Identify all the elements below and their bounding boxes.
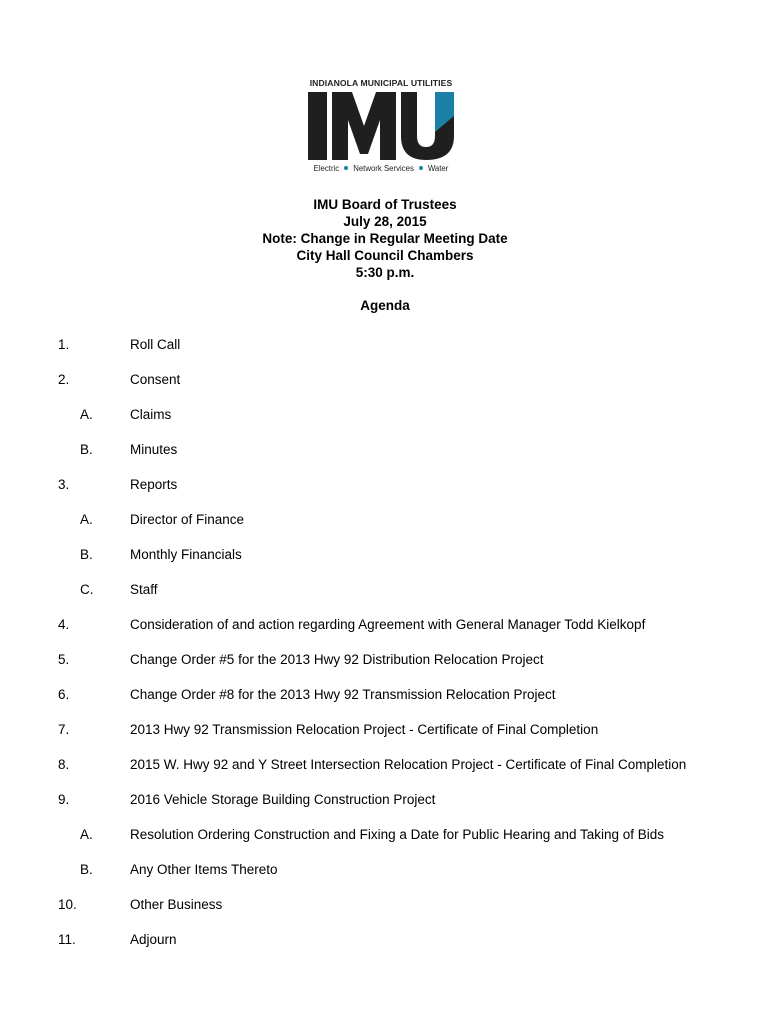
bullet-dot-icon [344,166,348,170]
agenda-subitem-letter: B. [80,862,93,877]
agenda-item-number: 1. [58,337,70,352]
agenda-item-number: 4. [58,617,70,632]
agenda-item-text: Roll Call [130,337,181,352]
agenda-item-text: 2013 Hwy 92 Transmission Relocation Project - Certificate of Final Completion [130,722,599,737]
logo-service-water: Water [427,164,449,173]
agenda-item-text: Change Order #8 for the 2013 Hwy 92 Transmission Relocation Project [130,687,556,702]
logo-service-network: Network Services [353,164,414,173]
agenda-subitem [0,581,770,616]
agenda-subitem [0,546,770,581]
heading-note: Note: Change in Regular Meeting Date [262,231,508,246]
heading-date: July 28, 2015 [343,214,427,229]
logo-organization-name: INDIANOLA MUNICIPAL UTILITIES [309,78,453,88]
agenda-item-number: 10. [58,897,77,912]
agenda-item-number: 8. [58,757,70,772]
agenda-subitem-text: Resolution Ordering Construction and Fixing a Date for Public Hearing and Taking of Bids [130,827,665,842]
agenda-subitem [0,861,770,896]
agenda-item [0,791,770,826]
agenda-item-text: Other Business [130,897,223,912]
agenda-item [0,371,770,406]
agenda-title: Agenda [360,298,410,313]
meeting-heading [0,196,770,281]
agenda-item-text: Consideration of and action regarding Agreement with General Manager Todd Kielkopf [130,617,646,632]
agenda-subitem-text: Director of Finance [130,512,245,527]
heading-location: City Hall Council Chambers [296,248,474,263]
agenda-list [0,336,770,966]
agenda-item [0,686,770,721]
agenda-item-text: 2016 Vehicle Storage Building Construction Project [130,792,436,807]
agenda-item-text: Consent [130,372,181,387]
agenda-item-number: 3. [58,477,70,492]
agenda-subitem-text: Any Other Items Thereto [130,862,278,877]
agenda-subitem [0,511,770,546]
agenda-item [0,721,770,756]
agenda-item [0,896,770,931]
agenda-subitem-letter: C. [80,582,94,597]
agenda-item [0,651,770,686]
agenda-subitem [0,826,770,861]
agenda-subitem-text: Minutes [130,442,178,457]
agenda-item [0,476,770,511]
agenda-item-number: 6. [58,687,70,702]
agenda-subitem-letter: A. [80,827,93,842]
imu-wordmark [308,92,454,160]
agenda-item [0,931,770,966]
agenda-item-number: 2. [58,372,70,387]
heading-time: 5:30 p.m. [355,265,415,280]
agenda-item-number: 11. [58,932,76,947]
agenda-subitem-letter: A. [80,407,93,422]
agenda-item [0,616,770,651]
agenda-item-number: 5. [58,652,70,667]
logo-service-electric: Electric [313,164,340,173]
agenda-subitem-text: Monthly Financials [130,547,242,562]
agenda-item [0,336,770,371]
agenda-item-number: 7. [58,722,70,737]
agenda-item [0,756,770,791]
bullet-dot-icon [419,166,423,170]
agenda-subitem-letter: B. [80,442,93,457]
agenda-subitem-text: Staff [130,582,158,597]
agenda-subitem-letter: A. [80,512,93,527]
agenda-item-text: Adjourn [130,932,177,947]
agenda-subitem [0,406,770,441]
agenda-subitem-text: Claims [130,407,172,422]
logo-services-line [307,164,455,173]
agenda-item-text: 2015 W. Hwy 92 and Y Street Intersection Relocation Project - Certificate of Final Completion [130,757,687,772]
agenda-item-text: Change Order #5 for the 2013 Hwy 92 Distribution Relocation Project [130,652,544,667]
agenda-item-text: Reports [130,477,178,492]
agenda-subitem [0,441,770,476]
imu-logo [307,78,455,174]
heading-board-name: IMU Board of Trustees [313,197,457,212]
agenda-subitem-letter: B. [80,547,93,562]
agenda-item-number: 9. [58,792,70,807]
